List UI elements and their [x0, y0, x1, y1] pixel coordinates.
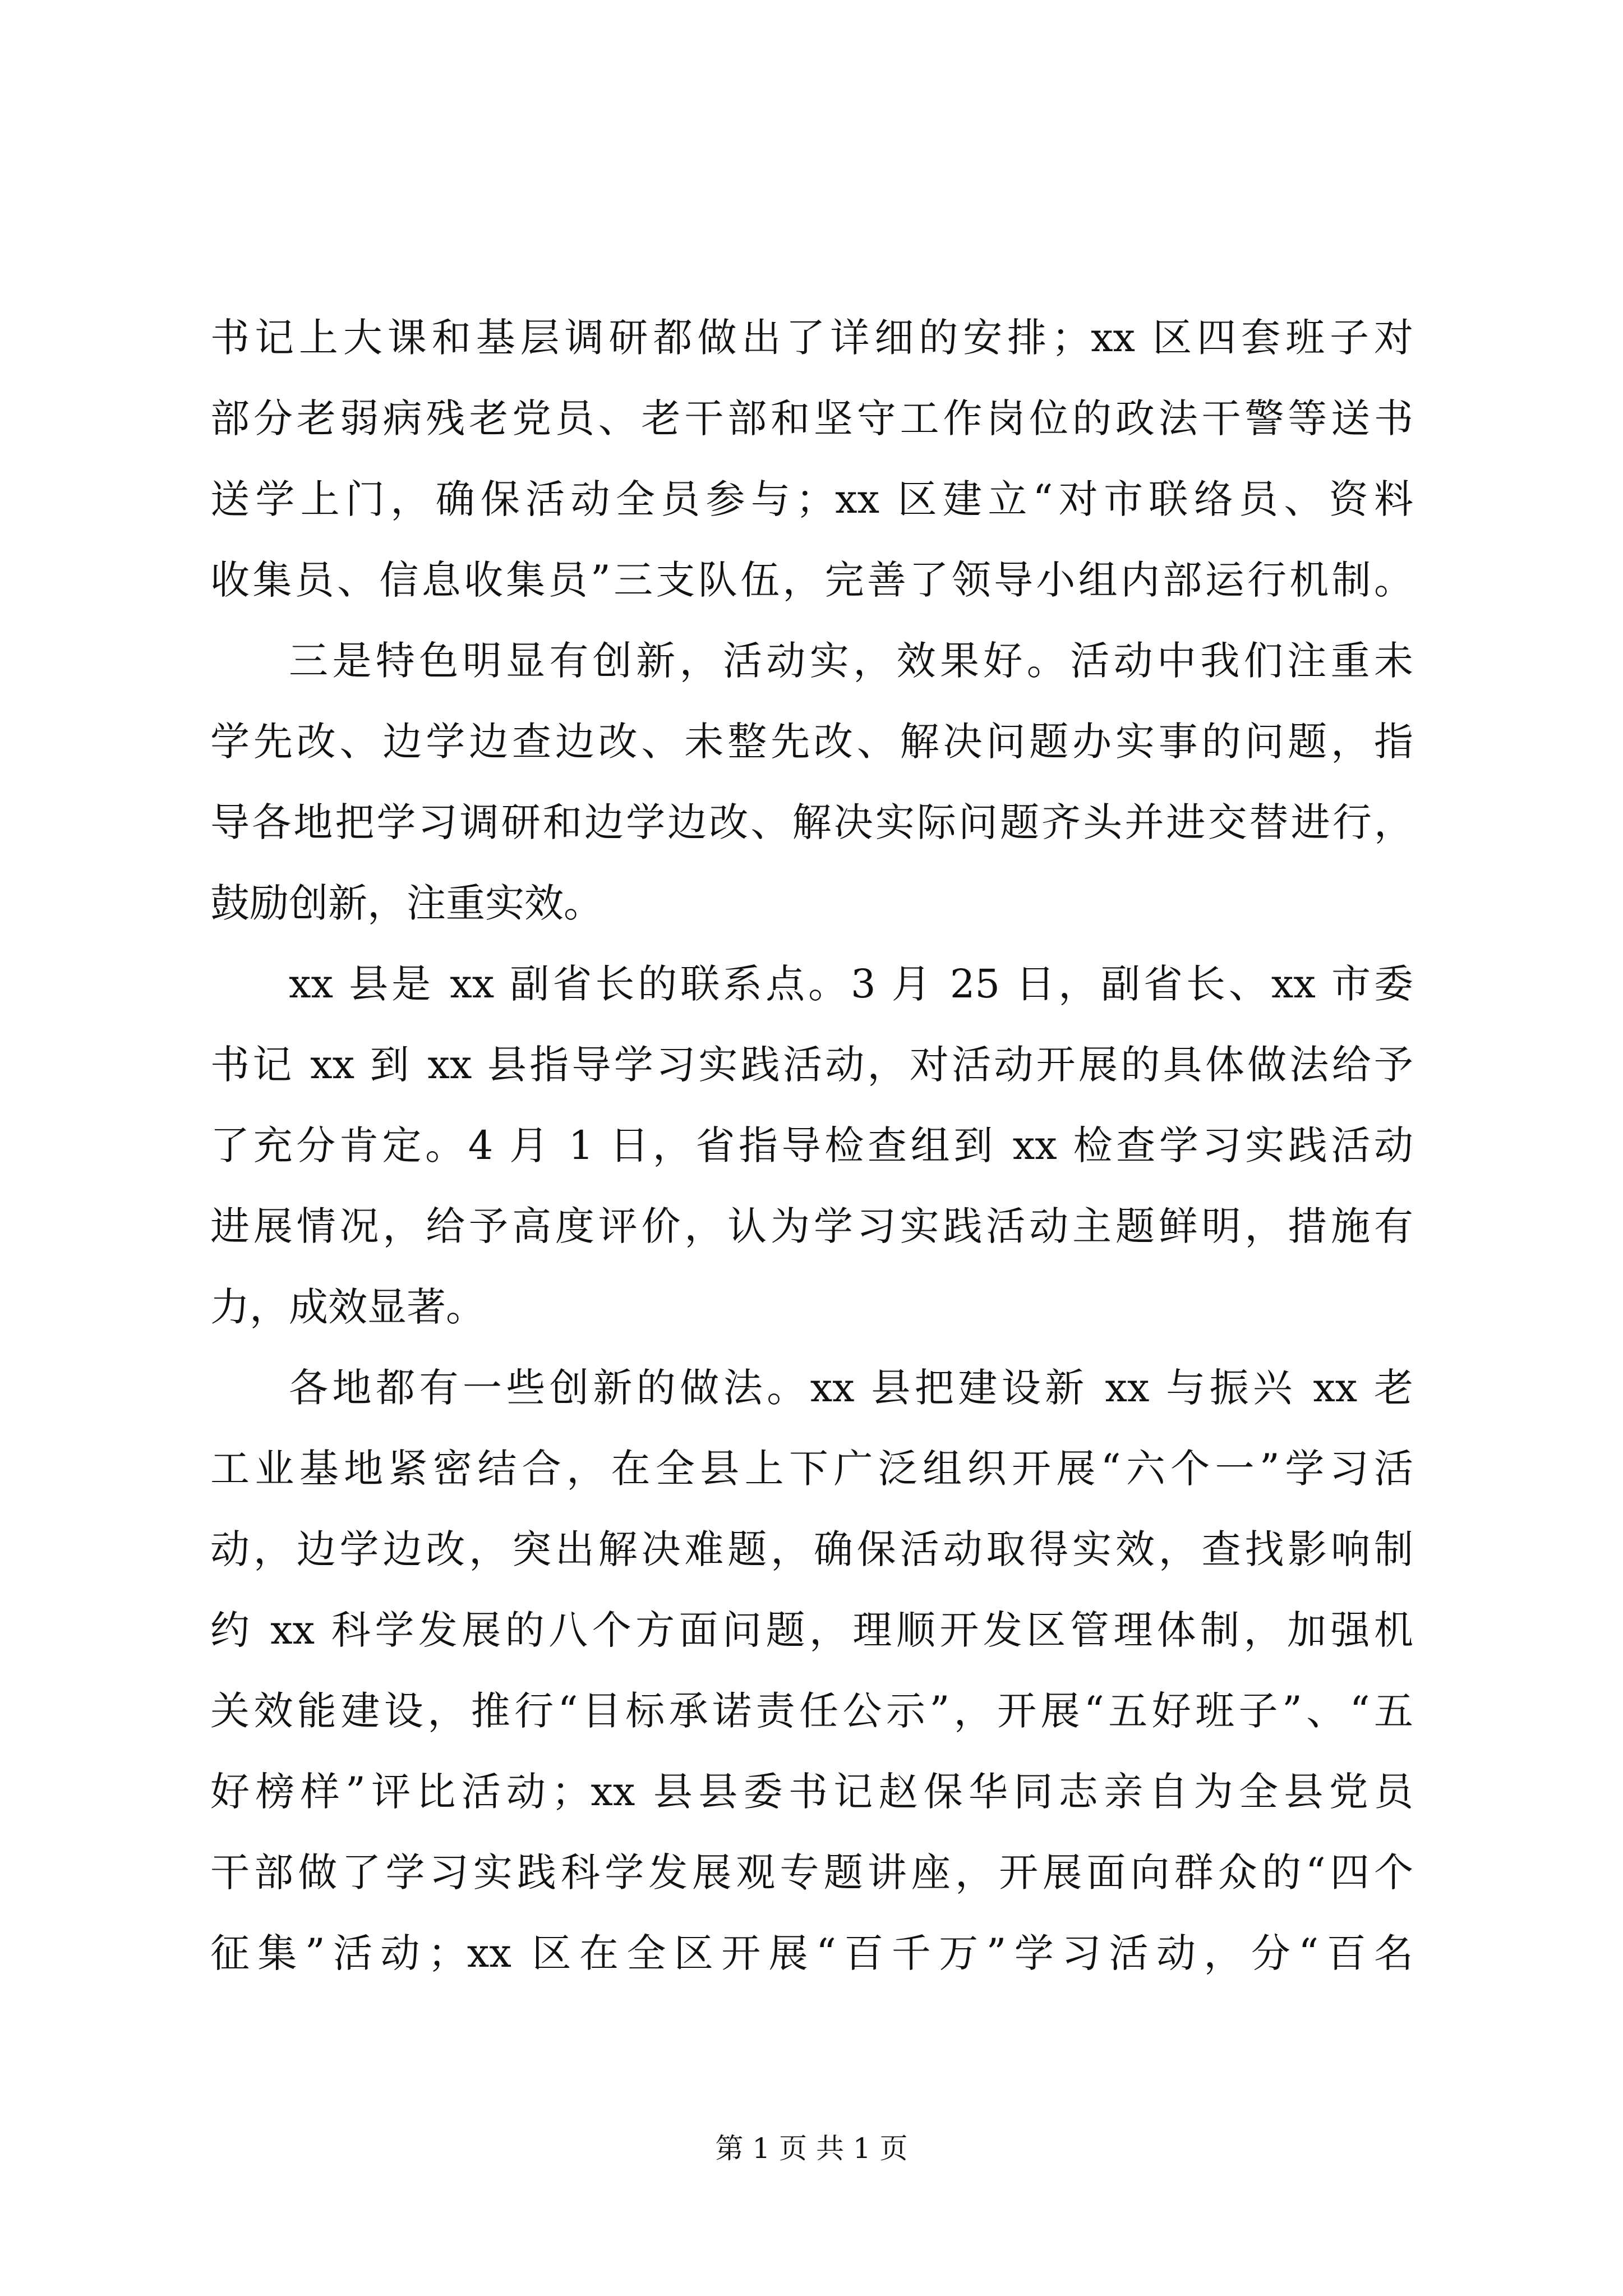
text-line: 导各地把学习调研和边学边改、解决实际问题齐头并进交替进行， [210, 799, 1413, 845]
paragraph-first-line: xx 县是 xx 副省长的联系点。3 月 25 日，副省长、xx 市委 [289, 961, 1413, 1007]
document-body [210, 297, 1413, 1994]
text-line: 好榜样”评比活动；xx 县县委书记赵保华同志亲自为全县党员 [210, 1769, 1413, 1815]
text-line: 书记上大课和基层调研都做出了详细的安排；xx 区四套班子对 [210, 315, 1413, 361]
text-line: 书记 xx 到 xx 县指导学习实践活动，对活动开展的具体做法给予 [210, 1042, 1413, 1088]
text-line: 征集”活动；xx 区在全区开展“百千万”学习活动，分“百名 [210, 1930, 1413, 1976]
text-line: 学先改、边学边查边改、未整先改、解决问题办实事的问题，指 [210, 719, 1413, 765]
text-line: 力，成效显著。 [210, 1284, 485, 1330]
text-line: 鼓励创新，注重实效。 [210, 880, 603, 926]
paragraph-first-line: 各地都有一些创新的做法。xx 县把建设新 xx 与振兴 xx 老 [289, 1365, 1413, 1411]
paragraph-first-line: 三是特色明显有创新，活动实，效果好。活动中我们注重未 [289, 638, 1413, 684]
text-line: 送学上门，确保活动全员参与；xx 区建立“对市联络员、资料 [210, 476, 1413, 522]
text-line: 进展情况，给予高度评价，认为学习实践活动主题鲜明，措施有 [210, 1203, 1413, 1249]
text-line: 干部做了学习实践科学发展观专题讲座，开展面向群众的“四个 [210, 1849, 1413, 1895]
text-line: 工业基地紧密结合，在全县上下广泛组织开展“六个一”学习活 [210, 1446, 1413, 1492]
text-line: 了充分肯定。4 月 1 日，省指导检查组到 xx 检查学习实践活动 [210, 1122, 1413, 1168]
text-line: 部分老弱病残老党员、老干部和坚守工作岗位的政法干警等送书 [210, 395, 1413, 441]
text-line: 动，边学边改，突出解决难题，确保活动取得实效，查找影响制 [210, 1526, 1413, 1572]
text-line: 约 xx 科学发展的八个方面问题，理顺开发区管理体制，加强机 [210, 1607, 1413, 1653]
text-line: 关效能建设，推行“目标承诺责任公示”，开展“五好班子”、“五 [210, 1688, 1413, 1734]
text-line: 收集员、信息收集员”三支队伍，完善了领导小组内部运行机制。 [210, 557, 1413, 603]
page-footer: 第 1 页 共 1 页 [715, 2132, 908, 2165]
